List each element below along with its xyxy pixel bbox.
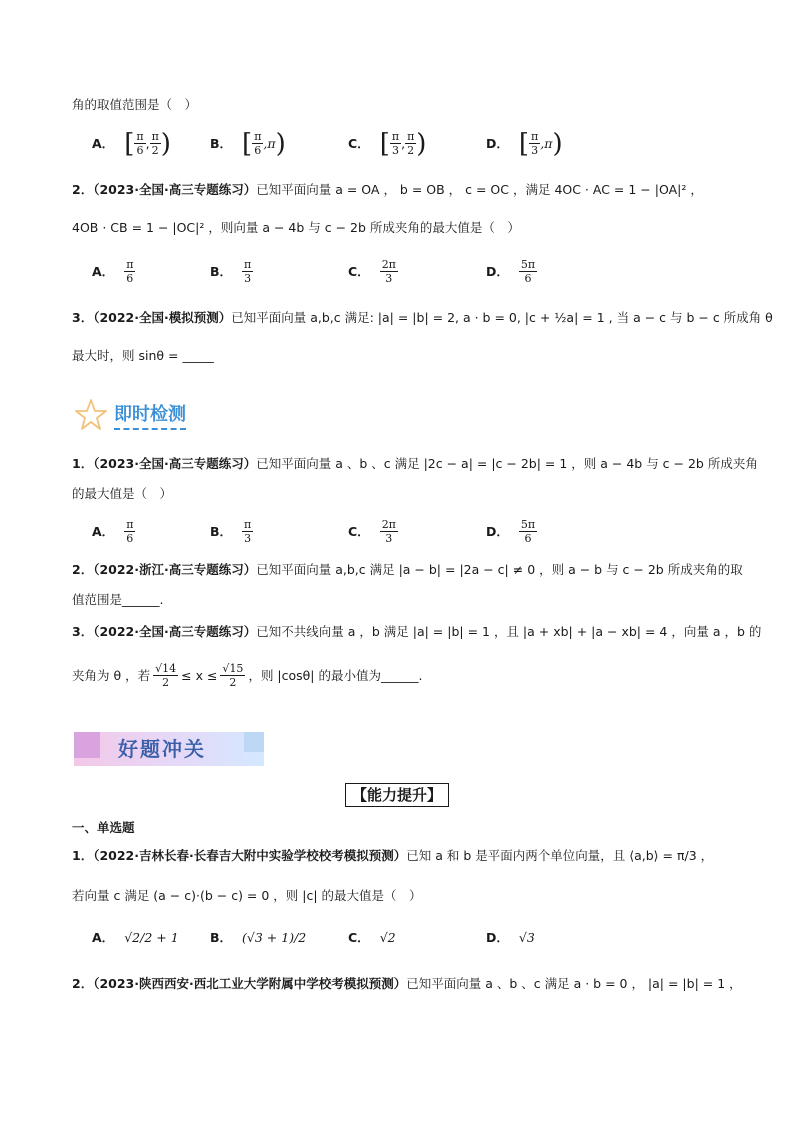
q2-option-a: A． $\frac{\pi}{6}$ [92, 258, 134, 285]
option-d: D． [ $\frac{\pi}{3}$ ,π ) [486, 128, 563, 159]
subsection-title: 【能力提升】 [0, 784, 794, 805]
part-label: 一、单选题 [72, 820, 135, 835]
s2q1-option-d: D． √3 [486, 930, 535, 945]
section-header-instant-check [74, 398, 186, 432]
s2-question-2-line-1: 2．（2023·陕西西安·西北工业大学附属中学校考模拟预测）已知平面向量 a 、b 、c 满足 a · b = 0 ， |a| = |b| = 1 ， [72, 976, 742, 991]
s2-question-1-line-1: 1．（2022·吉林长春·长春吉大附中实验学校校考模拟预测）已知 a 和 b 是平面内两个单位向量，且 ⟨a,b⟩ = π/3 ， [72, 848, 714, 863]
star-icon [74, 398, 108, 432]
section-title: 好题冲关 [118, 737, 206, 761]
option-b: B． [ $\frac{\pi}{6}$ ,π ) [210, 128, 286, 159]
banner-decoration [244, 732, 264, 752]
question-2-line-1: 2．（2023·全国·高三专题练习）已知平面向量 a = OA ， b = OB ， c = OC ，满足 4OC · AC = 1 − |OA|² ， [72, 182, 703, 197]
s2q1-option-a: A． √2/2 + 1 [92, 930, 179, 945]
q2-option-d: D． $\frac{5\pi}{6}$ [486, 258, 536, 285]
s1-question-2-line-1: 2．（2022·浙江·高三专题练习）已知平面向量 a,b,c 满足 |a − b| = |2a − c| ≠ 0 ，则 a − b 与 c − 2b 所成夹角的取 [72, 562, 743, 577]
s1-question-1-line-2: 的最大值是（ ） [72, 486, 173, 501]
question-2-line-2: 4OB · CB = 1 − |OC|² ，则向量 a − 4b 与 c − 2b 所成夹角的最大值是（ ） [72, 220, 520, 235]
question-3-line-1: 3．（2022·全国·模拟预测）已知平面向量 a,b,c 满足: |a| = |b| = 2, a · b = 0, |c + ½a| = 1 , 当 a − c 与 b − c 所成角 θ [72, 310, 773, 325]
s1-question-3-line-1: 3．（2022·全国·高三专题练习）已知不共线向量 a ，b 满足 |a| = |b| = 1 ，且 |a + xb| + |a − xb| = 4 ，向量 a ，b 的 [72, 624, 762, 639]
option-c: C． [ $\frac{\pi}{3}$ , $\frac{\pi}{2}$ ) [348, 128, 427, 159]
s2-question-1-line-2: 若向量 c 满足 (a − c)·(b − c) = 0 ，则 |c| 的最大值是（ ） [72, 888, 422, 903]
question-3-line-2: 最大时，则 sinθ = _____ [72, 348, 214, 363]
option-a: A． [ $\frac{\pi}{6}$ , $\frac{\pi}{2}$ ) [92, 128, 171, 159]
s1q1-option-d: D． $\frac{5\pi}{6}$ [486, 518, 536, 545]
s1q1-option-a: A． $\frac{\pi}{6}$ [92, 518, 134, 545]
s1q1-option-b: B． $\frac{\pi}{3}$ [210, 518, 252, 545]
s1-question-3-line-2: 夹角为 θ ，若 $\frac{√14}{2}$ ≤ x ≤ $\frac{√15}{2}$ ，则 |cosθ| 的最小值为______. [72, 662, 423, 689]
s1-question-1-line-1: 1．（2023·全国·高三专题练习）已知平面向量 a 、b 、c 满足 |2c − a| = |c − 2b| = 1 ，则 a − 4b 与 c − 2b 所成夹角 [72, 456, 758, 471]
section-title: 即时检测 [114, 400, 186, 430]
s2q1-option-b: B． (√3 + 1)/2 [210, 930, 307, 945]
s1q1-option-c: C． $\frac{2\pi}{3}$ [348, 518, 396, 545]
s2q1-option-c: C． √2 [348, 930, 396, 945]
banner-decoration [74, 732, 100, 758]
q2-option-c: C． $\frac{2\pi}{3}$ [348, 258, 396, 285]
question-continuation: 角的取值范围是（ ） [72, 97, 198, 112]
q2-option-b: B． $\frac{\pi}{3}$ [210, 258, 252, 285]
s1-question-2-line-2: 值范围是______. [72, 592, 164, 607]
